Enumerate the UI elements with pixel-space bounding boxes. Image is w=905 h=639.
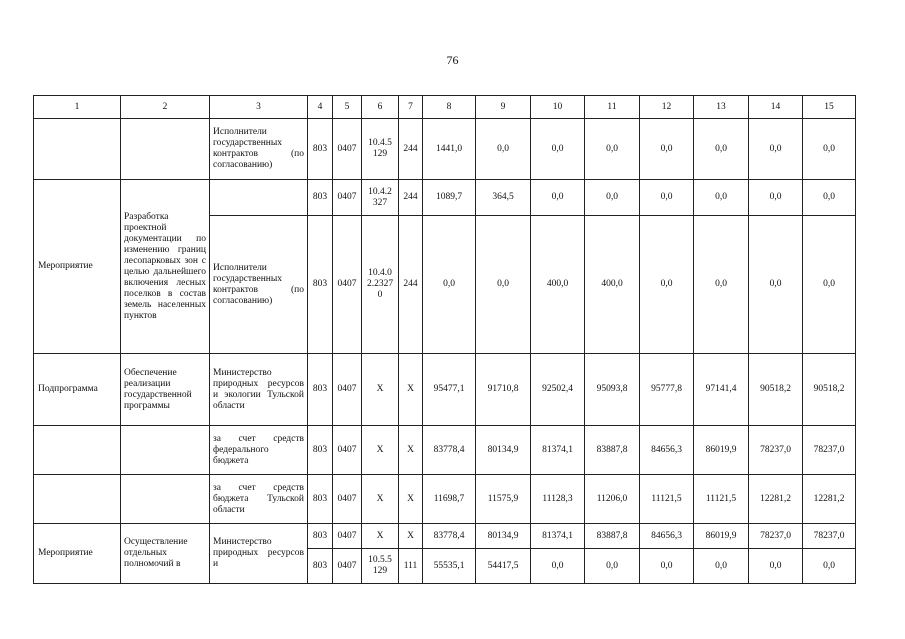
- code-cell: 0407: [333, 180, 362, 216]
- description-cell: Осуществление отдельных полномочий в: [121, 524, 210, 584]
- value-cell: 95777,8: [640, 354, 694, 426]
- value-cell: 81374,1: [531, 426, 585, 475]
- code-cell: X: [362, 426, 399, 475]
- value-cell: 83778,4: [423, 426, 476, 475]
- executor-cell: Исполнители государственных контрактов (по согласованию): [210, 216, 308, 354]
- code-cell: 0407: [333, 354, 362, 426]
- value-cell: 0,0: [749, 180, 803, 216]
- code-cell: 244: [399, 180, 423, 216]
- code-cell: 803: [308, 426, 333, 475]
- value-cell: 0,0: [585, 180, 640, 216]
- value-cell: 83887,8: [585, 426, 640, 475]
- code-cell: 10.4.0 2.2327 0: [362, 216, 399, 354]
- page-number: 76: [446, 53, 459, 67]
- value-cell: 91710,8: [476, 354, 531, 426]
- code-cell: X: [399, 524, 423, 549]
- value-cell: 11121,5: [640, 475, 694, 524]
- value-cell: 12281,2: [803, 475, 856, 524]
- code-cell: 0407: [333, 524, 362, 549]
- header-cell: 8: [423, 96, 476, 119]
- value-cell: 0,0: [640, 216, 694, 354]
- code-cell: 0407: [333, 216, 362, 354]
- value-cell: 86019,9: [694, 524, 749, 549]
- executor-cell: Исполнители государственных контрактов (по согласованию): [210, 119, 308, 180]
- header-cell: 12: [640, 96, 694, 119]
- type-cell: Подпрограмма: [34, 354, 121, 426]
- value-cell: 1441,0: [423, 119, 476, 180]
- value-cell: 90518,2: [749, 354, 803, 426]
- code-cell: 0407: [333, 119, 362, 180]
- value-cell: 0,0: [640, 549, 694, 584]
- value-cell: 86019,9: [694, 426, 749, 475]
- value-cell: 400,0: [585, 216, 640, 354]
- description-cell: [121, 119, 210, 180]
- table-row: [34, 426, 856, 475]
- type-cell: [34, 426, 121, 475]
- header-cell: 3: [210, 96, 308, 119]
- header-cell: 9: [476, 96, 531, 119]
- type-cell: Мероприятие: [34, 524, 121, 584]
- value-cell: 90518,2: [803, 354, 856, 426]
- type-cell: [34, 119, 121, 180]
- code-cell: 803: [308, 475, 333, 524]
- value-cell: 95477,1: [423, 354, 476, 426]
- value-cell: 400,0: [531, 216, 585, 354]
- value-cell: 11121,5: [694, 475, 749, 524]
- header-cell: 5: [333, 96, 362, 119]
- value-cell: 0,0: [640, 119, 694, 180]
- value-cell: 0,0: [531, 549, 585, 584]
- value-cell: 0,0: [803, 119, 856, 180]
- code-cell: 803: [308, 180, 333, 216]
- header-cell: 4: [308, 96, 333, 119]
- code-cell: X: [362, 524, 399, 549]
- value-cell: 1089,7: [423, 180, 476, 216]
- code-cell: 803: [308, 119, 333, 180]
- value-cell: 0,0: [749, 119, 803, 180]
- value-cell: 0,0: [585, 549, 640, 584]
- type-cell: [34, 475, 121, 524]
- header-cell: 2: [121, 96, 210, 119]
- code-cell: 0407: [333, 475, 362, 524]
- value-cell: 78237,0: [749, 524, 803, 549]
- table-row: [34, 119, 856, 180]
- value-cell: 92502,4: [531, 354, 585, 426]
- header-cell: 10: [531, 96, 585, 119]
- value-cell: 364,5: [476, 180, 531, 216]
- description-cell: Обеспечение реализации государственной программы: [121, 354, 210, 426]
- value-cell: 0,0: [585, 119, 640, 180]
- description-cell: Разработка проектной документации по изменению границ лесопарковых зон с целью дальнейшего включения лесных поселков в состав земель населенных пунктов: [121, 180, 210, 354]
- value-cell: 95093,8: [585, 354, 640, 426]
- value-cell: 0,0: [803, 216, 856, 354]
- value-cell: 80134,9: [476, 426, 531, 475]
- code-cell: 0407: [333, 549, 362, 584]
- value-cell: 11575,9: [476, 475, 531, 524]
- value-cell: 84656,3: [640, 426, 694, 475]
- value-cell: 11128,3: [531, 475, 585, 524]
- value-cell: 0,0: [694, 119, 749, 180]
- value-cell: 12281,2: [749, 475, 803, 524]
- code-cell: X: [362, 475, 399, 524]
- code-cell: 803: [308, 354, 333, 426]
- value-cell: 81374,1: [531, 524, 585, 549]
- value-cell: 0,0: [476, 119, 531, 180]
- table-row: [34, 475, 856, 524]
- code-cell: 10.4.2 327: [362, 180, 399, 216]
- value-cell: 0,0: [531, 119, 585, 180]
- header-cell: 14: [749, 96, 803, 119]
- code-cell: 803: [308, 216, 333, 354]
- value-cell: 54417,5: [476, 549, 531, 584]
- code-cell: 244: [399, 119, 423, 180]
- table-row: [34, 524, 856, 549]
- code-cell: 0407: [333, 426, 362, 475]
- executor-cell: Министерство природных ресурсов и: [210, 524, 308, 584]
- value-cell: 0,0: [476, 216, 531, 354]
- value-cell: 0,0: [694, 549, 749, 584]
- value-cell: 78237,0: [803, 524, 856, 549]
- executor-cell: [210, 180, 308, 216]
- code-cell: 244: [399, 216, 423, 354]
- value-cell: 0,0: [694, 216, 749, 354]
- value-cell: 83778,4: [423, 524, 476, 549]
- code-cell: X: [399, 475, 423, 524]
- code-cell: X: [399, 354, 423, 426]
- header-cell: 11: [585, 96, 640, 119]
- executor-cell: за счет средств бюджета Тульской области: [210, 475, 308, 524]
- description-cell: [121, 475, 210, 524]
- code-cell: 803: [308, 524, 333, 549]
- value-cell: 11698,7: [423, 475, 476, 524]
- value-cell: 0,0: [423, 216, 476, 354]
- executor-cell: за счет средств федерального бюджета: [210, 426, 308, 475]
- value-cell: 0,0: [694, 180, 749, 216]
- value-cell: 84656,3: [640, 524, 694, 549]
- header-row: [34, 96, 856, 119]
- table-row: [34, 354, 856, 426]
- value-cell: 11206,0: [585, 475, 640, 524]
- header-cell: 13: [694, 96, 749, 119]
- type-cell: Мероприятие: [34, 180, 121, 354]
- code-cell: 111: [399, 549, 423, 584]
- value-cell: 0,0: [749, 549, 803, 584]
- budget-table: [33, 95, 856, 584]
- table-row: [34, 180, 856, 216]
- value-cell: 80134,9: [476, 524, 531, 549]
- header-cell: 1: [34, 96, 121, 119]
- value-cell: 55535,1: [423, 549, 476, 584]
- value-cell: 0,0: [803, 549, 856, 584]
- code-cell: X: [362, 354, 399, 426]
- header-cell: 6: [362, 96, 399, 119]
- code-cell: 10.5.5 129: [362, 549, 399, 584]
- code-cell: X: [399, 426, 423, 475]
- value-cell: 83887,8: [585, 524, 640, 549]
- header-cell: 15: [803, 96, 856, 119]
- value-cell: 0,0: [749, 216, 803, 354]
- code-cell: 803: [308, 549, 333, 584]
- description-cell: [121, 426, 210, 475]
- executor-cell: Министерство природных ресурсов и экологии Тульской области: [210, 354, 308, 426]
- value-cell: 97141,4: [694, 354, 749, 426]
- value-cell: 0,0: [640, 180, 694, 216]
- code-cell: 10.4.5 129: [362, 119, 399, 180]
- header-cell: 7: [399, 96, 423, 119]
- value-cell: 78237,0: [749, 426, 803, 475]
- value-cell: 78237,0: [803, 426, 856, 475]
- value-cell: 0,0: [531, 180, 585, 216]
- value-cell: 0,0: [803, 180, 856, 216]
